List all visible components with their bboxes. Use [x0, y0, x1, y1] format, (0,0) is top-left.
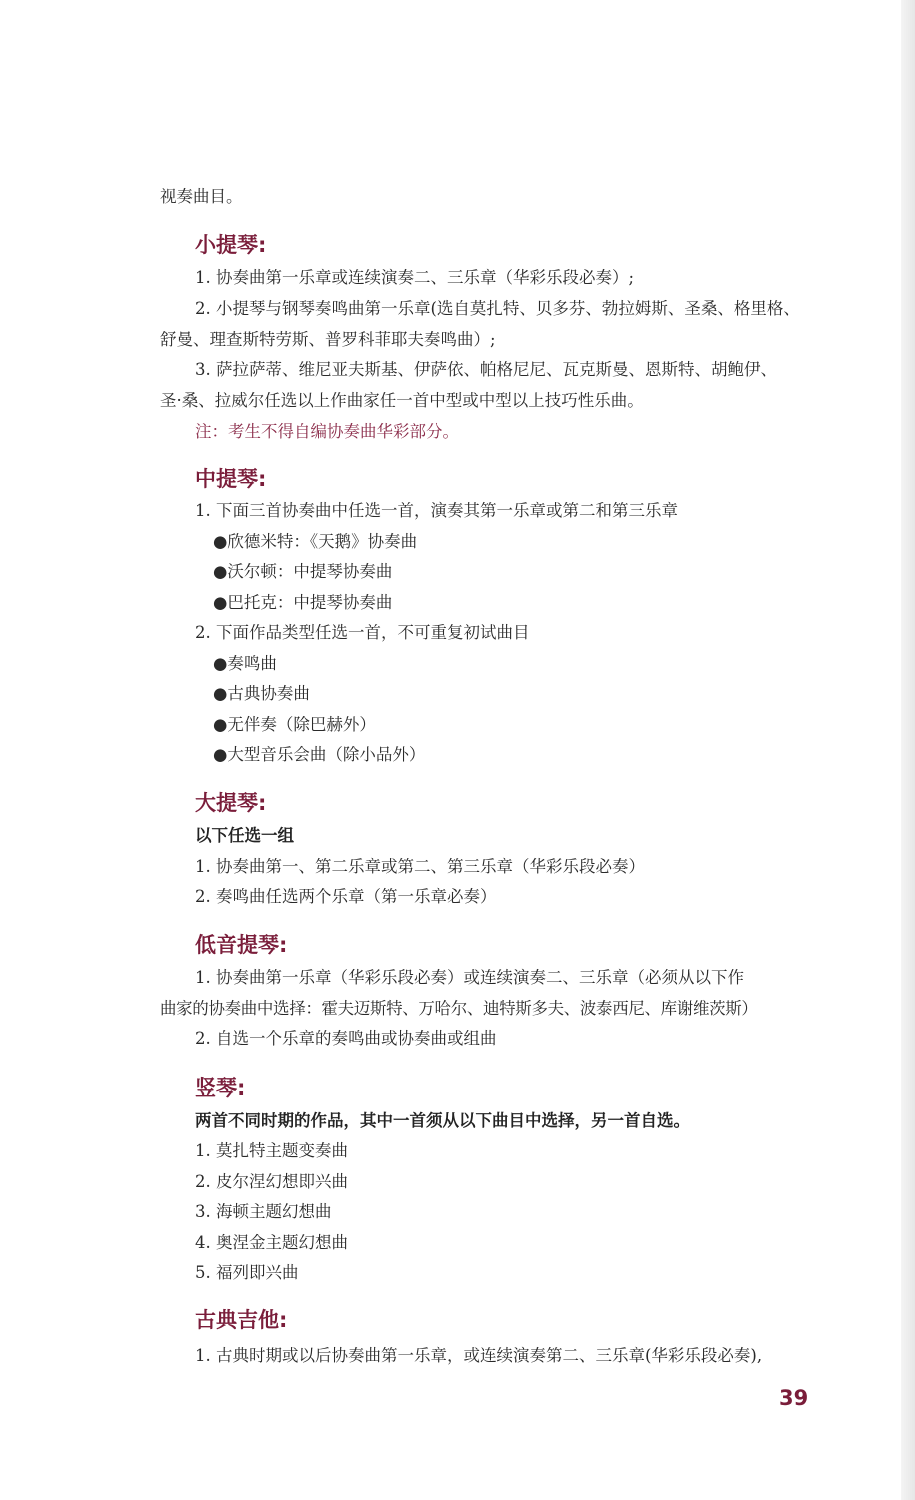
- page-edge-shadow: [901, 0, 915, 1500]
- viola-item-2: 2. 下面作品类型任选一首，不可重复初试曲目: [195, 623, 530, 642]
- bass-item-1b: 曲家的协奏曲中选择：霍夫迈斯特、万哈尔、迪特斯多夫、波泰西尼、库谢维茨斯）: [160, 999, 758, 1018]
- bass-item-2: 2. 自选一个乐章的奏鸣曲或协奏曲或组曲: [195, 1029, 497, 1048]
- viola-item-1: 1. 下面三首协奏曲中任选一首，演奏其第一乐章或第二和第三乐章: [195, 501, 678, 520]
- viola-sub2-4: ●大型音乐会曲（除小品外）: [213, 745, 426, 764]
- bass-item-1a: 1. 协奏曲第一乐章（华彩乐段必奏）或连续演奏二、三乐章（必须从以下作: [195, 968, 744, 987]
- violin-note: 注：考生不得自编协奏曲华彩部分。: [195, 422, 459, 441]
- violin-item-3a: 3. 萨拉萨蒂、维尼亚夫斯基、伊萨依、帕格尼尼、瓦克斯曼、恩斯特、胡鲍伊、: [195, 360, 777, 379]
- viola-sub-2: ●沃尔顿：中提琴协奏曲: [213, 562, 393, 581]
- guitar-item-1: 1. 古典时期或以后协奏曲第一乐章，或连续演奏第二、三乐章(华彩乐段必奏),: [195, 1346, 763, 1365]
- harp-intro: 两首不同时期的作品，其中一首须从以下曲目中选择，另一首自选。: [195, 1111, 690, 1130]
- harp-item-2: 2. 皮尔涅幻想即兴曲: [195, 1172, 348, 1191]
- heading-harp: 竖琴:: [195, 1076, 246, 1100]
- heading-classical-guitar: 古典吉他:: [195, 1308, 288, 1332]
- heading-double-bass: 低音提琴:: [195, 933, 288, 957]
- heading-viola: 中提琴:: [195, 467, 267, 491]
- cello-intro: 以下任选一组: [195, 826, 294, 845]
- harp-item-4: 4. 奥涅金主题幻想曲: [195, 1233, 348, 1252]
- viola-sub2-1: ●奏鸣曲: [213, 654, 277, 673]
- viola-sub2-3: ●无伴奏（除巴赫外）: [213, 715, 376, 734]
- harp-item-1: 1. 莫扎特主题变奏曲: [195, 1141, 348, 1160]
- violin-item-2b: 舒曼、理查斯特劳斯、普罗科菲耶夫奏鸣曲）;: [160, 330, 496, 349]
- harp-item-3: 3. 海顿主题幻想曲: [195, 1202, 332, 1221]
- violin-item-2a: 2. 小提琴与钢琴奏鸣曲第一乐章(选自莫扎特、贝多芬、勃拉姆斯、圣桑、格里格、: [195, 299, 800, 318]
- violin-item-1: 1. 协奏曲第一乐章或连续演奏二、三乐章（华彩乐段必奏）;: [195, 268, 635, 287]
- violin-item-3b: 圣·桑、拉威尔任选以上作曲家任一首中型或中型以上技巧性乐曲。: [160, 391, 644, 410]
- viola-sub2-2: ●古典协奏曲: [213, 684, 310, 703]
- viola-sub-1: ●欣德米特：《天鹅》协奏曲: [213, 532, 418, 551]
- viola-sub-3: ●巴托克：中提琴协奏曲: [213, 593, 393, 612]
- page-number: 39: [779, 1386, 809, 1410]
- cello-item-2: 2. 奏鸣曲任选两个乐章（第一乐章必奏）: [195, 887, 497, 906]
- heading-cello: 大提琴:: [195, 791, 267, 815]
- cello-item-1: 1. 协奏曲第一、第二乐章或第二、第三乐章（华彩乐段必奏）: [195, 857, 645, 876]
- intro-text: 视奏曲目。: [160, 187, 243, 206]
- harp-item-5: 5. 福列即兴曲: [195, 1263, 299, 1282]
- heading-violin: 小提琴:: [195, 233, 267, 257]
